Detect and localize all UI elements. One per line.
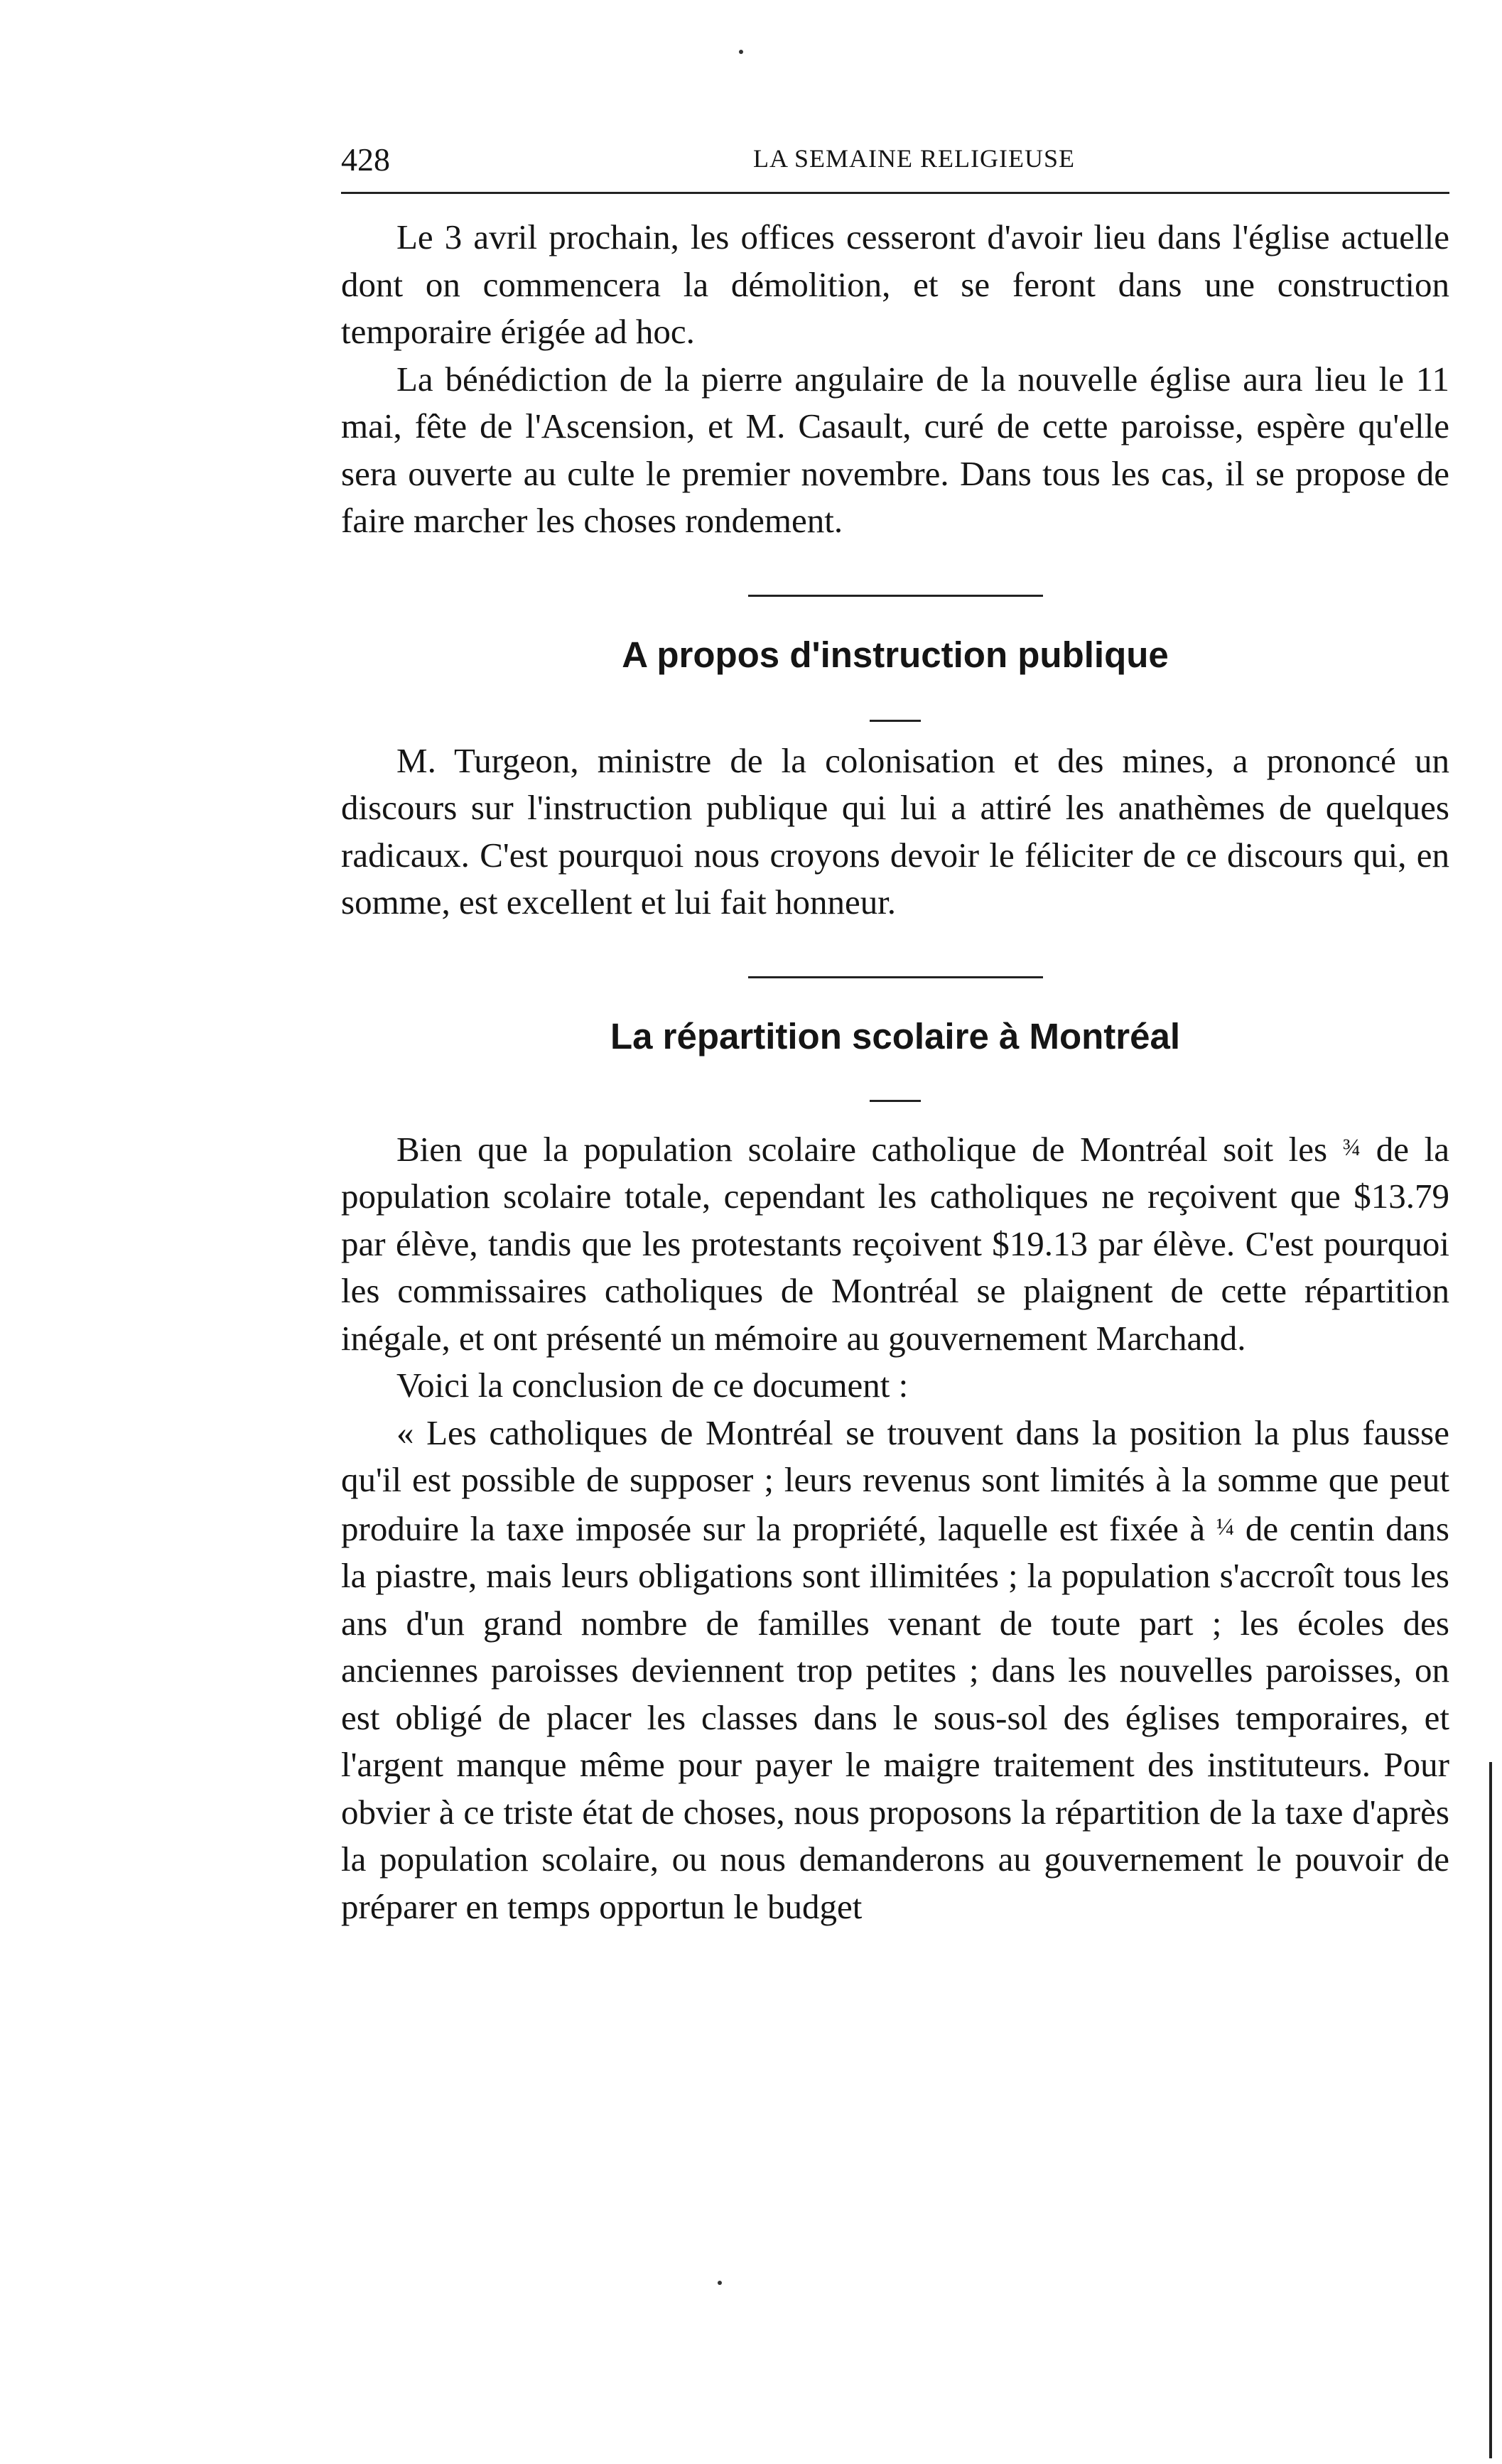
page-header	[341, 128, 1449, 194]
section-heading-repartition: La répartition scolaire à Montréal	[610, 1015, 1181, 1057]
paragraph-quotation	[341, 1410, 1449, 1931]
section-divider	[748, 976, 1043, 978]
paragraph-turgeon: M. Turgeon, ministre de la colonisation et des mines, a prononcé un discours sur l'instruction publique qui lui a attiré les anathèmes de quelques radicaux. C'est pourquoi nous croyons devoir le féliciter de ce discours qui, en somme, est excellent et lui fait honneur.	[341, 740, 1449, 922]
paragraph-conclusion-intro: Voici la conclusion de ce document :	[396, 1366, 909, 1405]
text-run: Bien que la population scolaire catholique de Montréal soit les	[396, 1129, 1343, 1169]
heading-rule	[870, 1100, 921, 1102]
running-title: LA SEMAINE RELIGIEUSE	[753, 144, 1075, 173]
page-edge-line	[1489, 1762, 1492, 2458]
book-page	[341, 128, 1449, 1930]
text-run: de centin dans la piastre, mais leurs obligations sont illimitées ; la population s'accroît tous les ans d'un grand nombre de familles venant de toute part ; les écoles des anciennes paroisses deviennent trop petites ; dans les nouvelles paroisses, on est obligé de placer les classes dans le sous-sol des églises temporaires, et l'argent manque même pour payer le maigre traitement des instituteurs. Pour obvier à ce triste état de choses, nous proposons la répartition de la taxe d'après la population scolaire, ou nous demanderons au gouvernement le pouvoir de préparer en temps opportun le budget	[341, 1508, 1449, 1926]
fraction: ¼	[1216, 1513, 1235, 1540]
section-divider	[748, 595, 1043, 597]
text-run: « Les catholiques de Montréal se trouvent dans la position la plus fausse qu'il est possible de supposer ; leurs revenus sont limités à la somme que peut produire la taxe imposée sur la propriété, laquelle est fixée à	[341, 1412, 1449, 1548]
text-run: de la population scolaire totale, cependant les catholiques ne reçoivent que $13.79 par élève, tandis que les protestants reçoivent $19.13 par élève. C'est pourquoi les commissaires catholiques de Montréal se plaignent de cette répartition inégale, et ont présenté un mémoire au gouvernement Marchand.	[341, 1129, 1449, 1358]
section-heading-instruction: A propos d'instruction publique	[622, 634, 1169, 675]
speck-mark	[739, 50, 743, 54]
paragraph-demolition: Le 3 avril prochain, les offices cesseront d'avoir lieu dans l'église actuelle dont on commencera la démolition, et se feront dans une construction temporaire érigée ad hoc.	[341, 217, 1449, 351]
fraction: ¾	[1342, 1134, 1361, 1161]
page-number: 428	[341, 141, 390, 178]
paragraph-population-scolaire	[341, 1125, 1449, 1363]
speck-mark	[718, 2281, 722, 2285]
heading-rule	[870, 720, 921, 722]
paragraph-benediction: La bénédiction de la pierre angulaire de la nouvelle église aura lieu le 11 mai, fête de l'Ascension, et M. Casault, curé de cette paroisse, espère qu'elle sera ouverte au culte le premier novembre. Dans tous les cas, il se propose de faire marcher les choses rondement.	[341, 359, 1449, 540]
